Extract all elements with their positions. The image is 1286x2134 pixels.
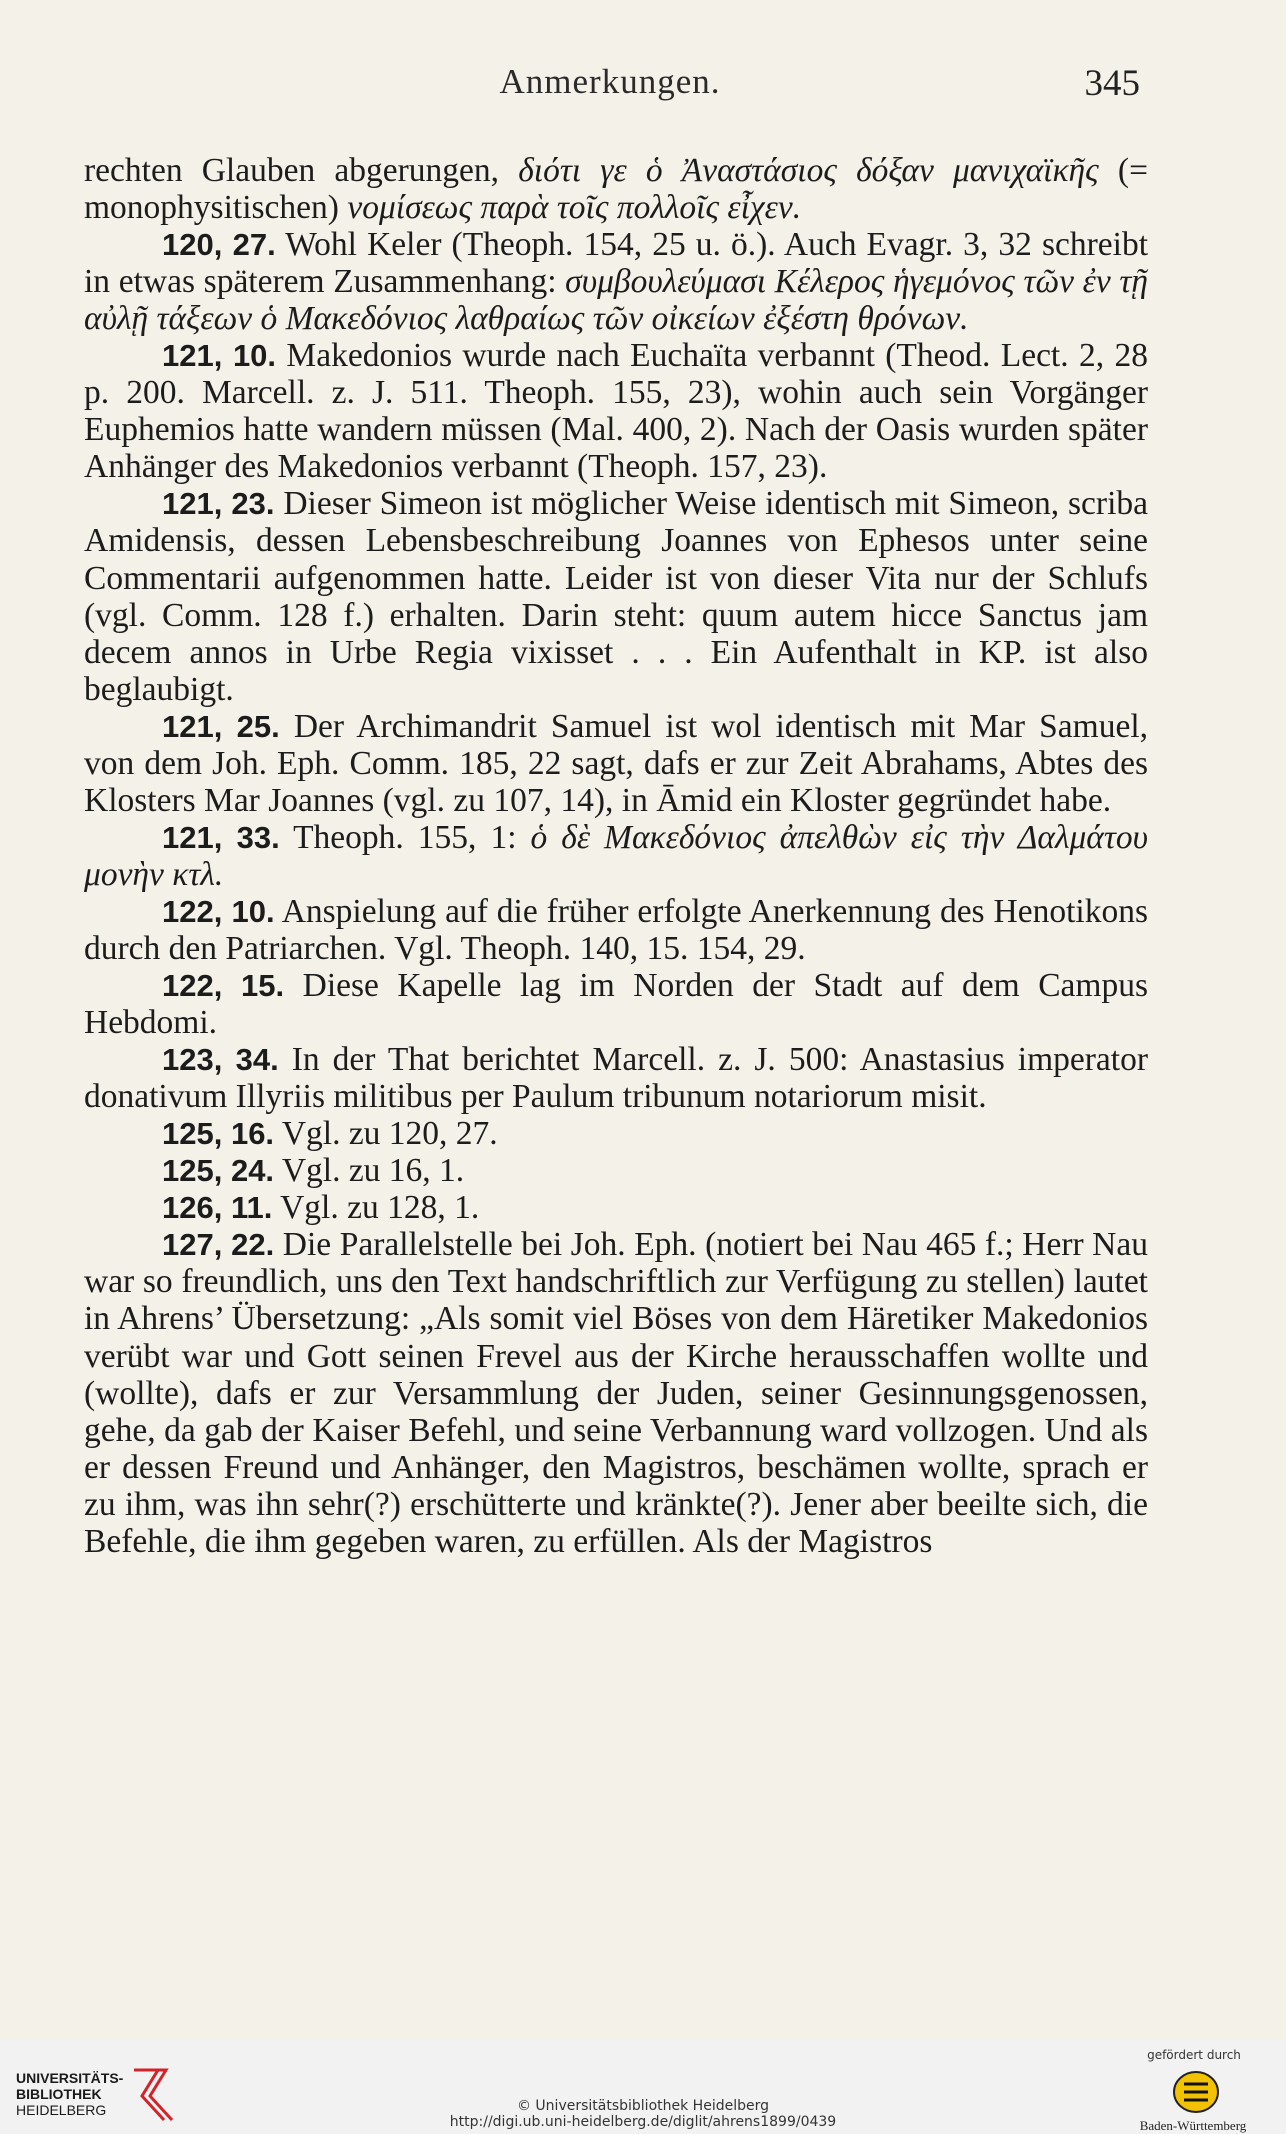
footer-bar (0, 2040, 1286, 2134)
reference-number: 121, 25. (162, 708, 280, 744)
greek-quotation: ὁ δὲ Μακεδόνιος ἀπελθὼν εἰς τὴν Δαλμάτου μονὴν κτλ. (84, 818, 1148, 893)
library-name-line1: UNIVERSITÄTS- (16, 2070, 124, 2086)
paragraph-text: Vgl. zu 120, 27. (274, 1115, 498, 1153)
annotation-paragraph (84, 1189, 1148, 1226)
paragraph-text: Theoph. 155, 1: (279, 818, 531, 856)
reference-number: 121, 33. (162, 819, 280, 855)
annotation-paragraph (84, 819, 1148, 893)
annotation-paragraph (84, 967, 1148, 1041)
annotation-paragraph (84, 337, 1148, 485)
annotation-paragraph (84, 485, 1148, 707)
paragraph-text: Der Archimandrit Samuel ist wol identisch mit Mar Samuel, von dem Joh. Eph. Comm. 185, 22 sagt, dafs er zur Zeit Abrahams, Abtes des Klosters Mar Joannes (vgl. zu 107, 14), in Āmid ein Kloster gegründet habe. (84, 707, 1148, 819)
copyright-text: © Universitätsbibliothek Heidelberg (516, 2098, 769, 2114)
paragraph-text: Vgl. zu 128, 1. (272, 1189, 480, 1227)
annotation-text (84, 152, 1148, 1560)
annotation-paragraph (84, 893, 1148, 967)
annotation-paragraph (84, 1041, 1148, 1115)
annotation-paragraph (84, 226, 1148, 337)
greek-quotation: συμβουλεύμασι Κέλερος ἡγεμόνος τῶν ἐν τῇ αὐλῇ τάξεων ὁ Μακεδόνιος λαθραίως τῶν οἰκείων ἐξέστη θρόνων. (84, 263, 1148, 338)
paragraph-text: In der That berichtet Marcell. z. J. 500: Anastasius imperator donativum Illyriis militibus per Paulum tribunum notariorum misit. (84, 1041, 1148, 1116)
reference-number: 120, 27. (162, 227, 276, 263)
library-name-line3: HEIDELBERG (16, 2102, 107, 2118)
annotation-paragraph (84, 1115, 1148, 1152)
funder-name: Baden-Württemberg (1139, 2118, 1247, 2133)
reference-number: 122, 10. (162, 893, 275, 929)
reference-number: 123, 34. (162, 1042, 279, 1078)
paragraph-text: Wohl Keler (Theoph. 154, 25 u. ö.). Auch Evagr. 3, 32 schreibt in etwas späterem Zusammenhang: (84, 226, 1149, 301)
coat-of-arms-icon (1168, 2068, 1224, 2116)
paragraph-text: Diese Kapelle lag im Norden der Stadt auf dem Campus Hebdomi. (84, 967, 1148, 1042)
paragraph-text: Die Parallelstelle bei Joh. Eph. (notiert bei Nau 465 f.; Herr Nau war so freundlich, uns den Text handschriftlich zur Verfügung zu stellen) lautet in Ahrens’ Übersetzung: „Als somit viel Böses von dem Häretiker Makedonios verübt war und Gott seinen Frevel aus der Kirche herausschaffen wollte und (wollte), dafs er zur Versammlung der Juden, seiner Gesinnungsgenossen, gehe, da gab der Kaiser Befehl, und seine Verbannung ward vollzogen. Und als er dessen Freund und Anhänger, den Magistros, beschämen wollte, sprach er zu ihm, was ihn sehr(?) erschütterte und kränkte(?). Jener aber beeilte sich, die Befehle, die ihm gegeben waren, zu erfüllen. Als der Magistros (84, 1226, 1148, 1560)
paragraph-text: (= monophysitischen) (84, 152, 1148, 227)
paragraph-text: Makedonios wurde nach Euchaïta verbannt (Theod. Lect. 2, 28 p. 200. Marcell. z. J. 511. Theoph. 155, 23), wohin auch sein Vorgänger Euphemios hatte wandern müssen (Mal. 400, 2). Nach der Oasis wurden später Anhänger des Makedonios verbannt (Theoph. 157, 23). (84, 337, 1148, 486)
page-title: Anmerkungen. (499, 62, 721, 101)
running-head (80, 62, 1140, 112)
copyright-notice (0, 2098, 1286, 2130)
reference-number: 121, 10. (162, 338, 277, 374)
library-name-line2: BIBLIOTHEK (16, 2086, 102, 2102)
reference-number: 127, 22. (162, 1227, 275, 1263)
greek-quotation: διότι γε ὁ Ἀναστάσιος δόξαν μανιχαϊκῆς (518, 152, 1099, 189)
annotation-paragraph (84, 1152, 1148, 1189)
source-url[interactable]: http://digi.ub.uni-heidelberg.de/diglit/ahrens1899/0439 (449, 2114, 837, 2130)
reference-number: 122, 15. (162, 968, 285, 1004)
reference-number: 125, 24. (162, 1153, 275, 1189)
annotation-paragraph (84, 1226, 1148, 1559)
reference-number: 125, 16. (162, 1116, 275, 1152)
paragraph-text: Dieser Simeon ist möglicher Weise identisch mit Simeon, scriba Amidensis, dessen Lebensbeschreibung Joannes von Ephesos unter seine Commentarii aufgenommen hatte. Leider ist von dieser Vita nur der Schlufs (vgl. Comm. 128 f.) erhalten. Darin steht: quum autem hicce Sanctus jam decem annos in Urbe Regia vixisset . . . Ein Aufenthalt in KP. ist also beglaubigt. (84, 485, 1148, 708)
reference-number: 121, 23. (162, 486, 275, 522)
annotation-paragraph (84, 152, 1148, 226)
paragraph-text: rechten Glauben abgerungen, (84, 152, 519, 189)
reference-number: 126, 11. (162, 1190, 273, 1226)
paragraph-text: Anspielung auf die früher erfolgte Anerkennung des Henotikons durch den Patriarchen. Vgl. Theoph. 140, 15. 154, 29. (84, 892, 1148, 967)
greek-quotation: νομίσεως παρὰ τοῖς πολλοῖς εἶχεν. (347, 189, 802, 227)
paragraph-text: Vgl. zu 16, 1. (274, 1152, 465, 1190)
page-number: 345 (1084, 63, 1140, 104)
annotation-paragraph (84, 708, 1148, 819)
funded-by-label: gefördert durch (1147, 2048, 1241, 2062)
